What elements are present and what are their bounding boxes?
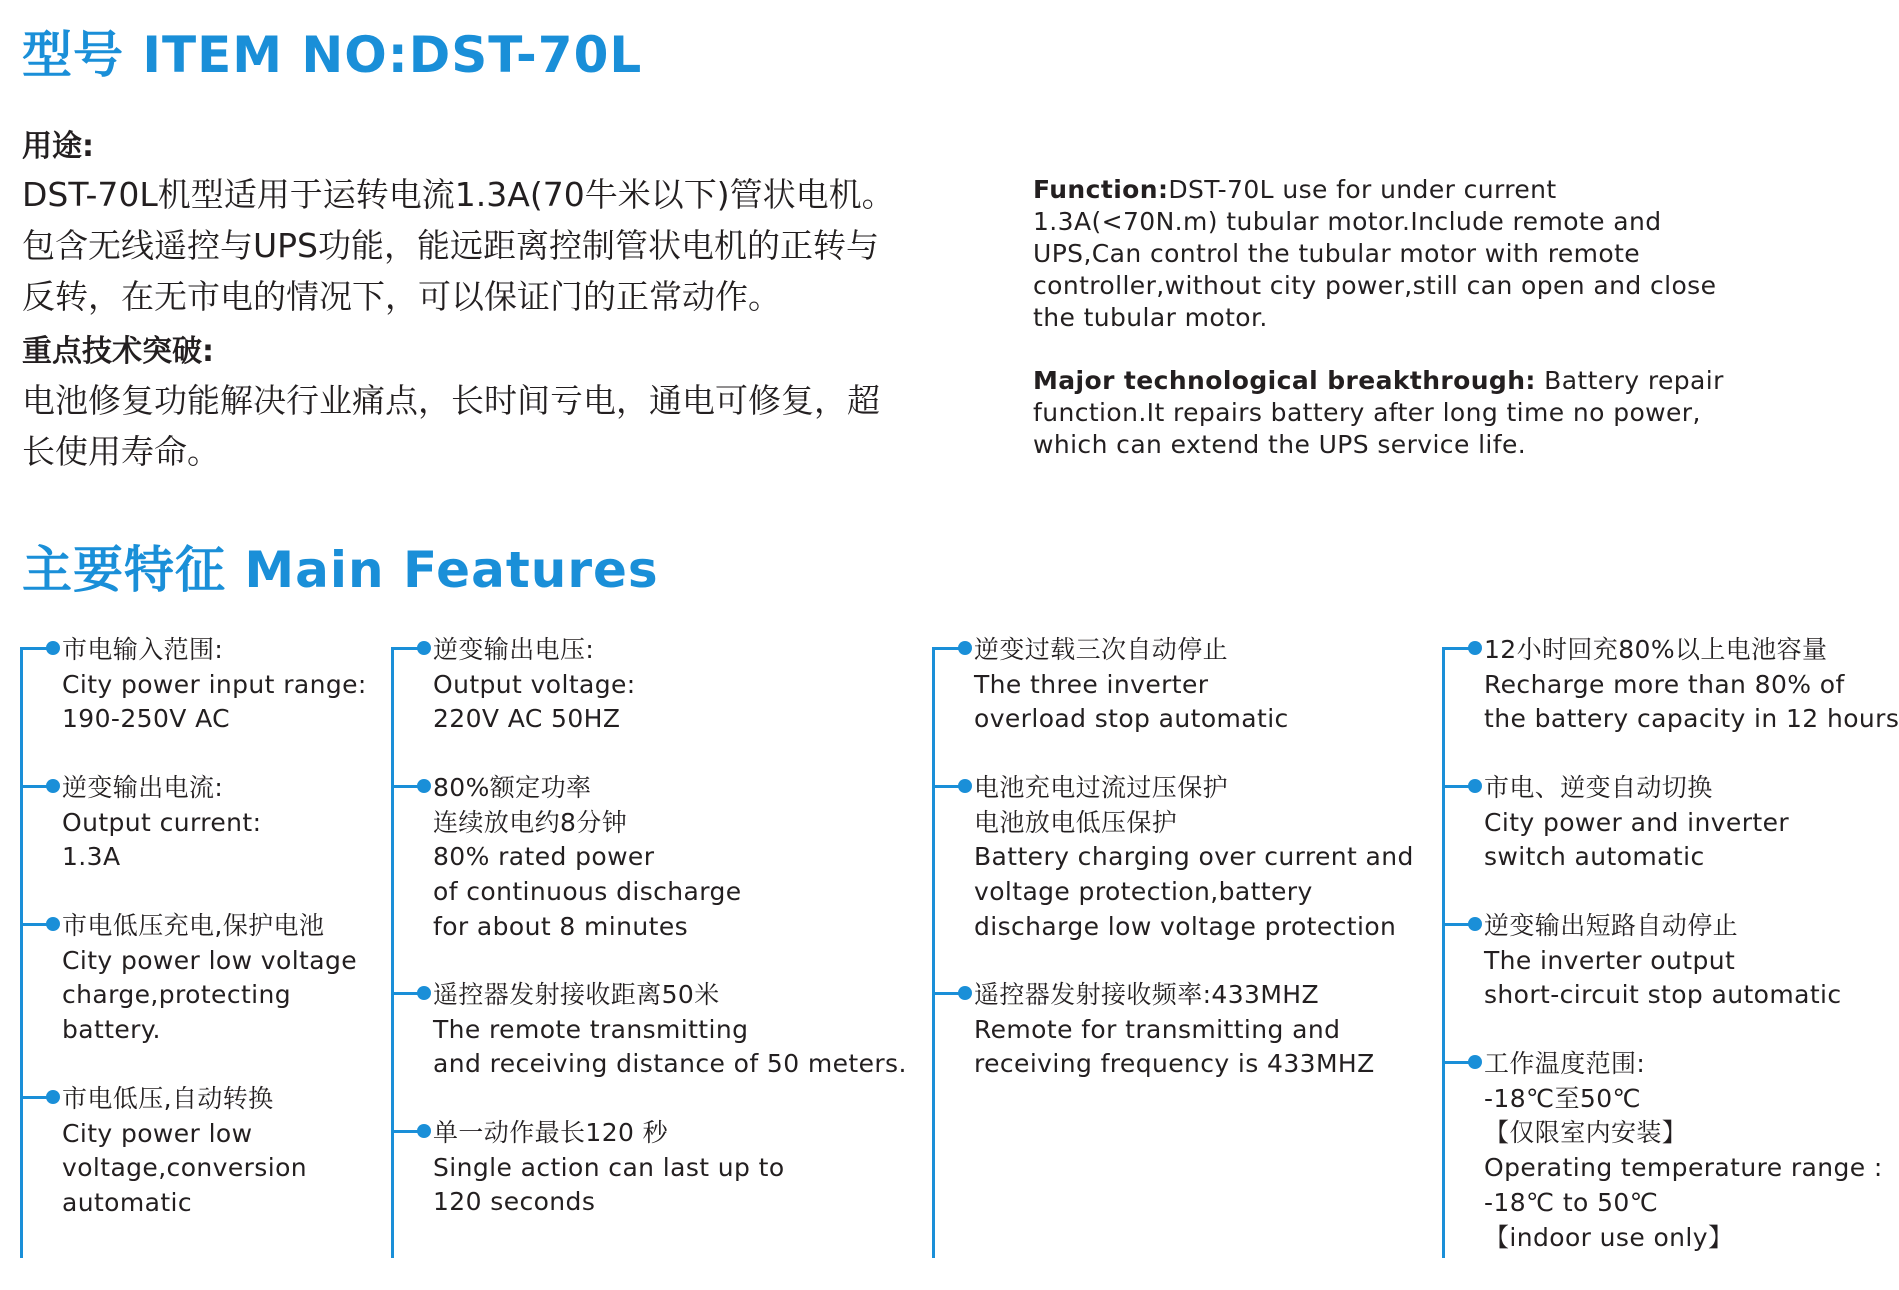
feature-line: discharge low voltage protection: [974, 911, 1397, 941]
breakthrough-line: 电池修复功能解决行业痛点，长时间亏电，通电可修复，超: [22, 381, 880, 420]
bullet-connector: [391, 785, 419, 788]
feature-line: charge,protecting: [62, 980, 292, 1010]
feature-line: 连续放电约8分钟: [433, 807, 628, 837]
feature-line: 市电低压充电,保护电池: [62, 911, 325, 940]
feature-line: City power input range:: [62, 669, 367, 699]
feature-line: 1.3A: [62, 842, 121, 872]
feature-line: 遥控器发射接收距离50米: [433, 980, 720, 1009]
feature-text: [1484, 633, 1899, 737]
feature-text: [433, 771, 742, 945]
bullet-dot-icon: [1468, 917, 1482, 931]
bullet-connector: [20, 647, 48, 650]
feature-text: [62, 909, 357, 1048]
major-line: Battery repair: [1535, 366, 1724, 395]
bullet-dot-icon: [417, 641, 431, 655]
bullet-dot-icon: [1468, 779, 1482, 793]
feature-text: [1484, 1047, 1883, 1255]
usage-line: 包含无线遥控与UPS功能，能远距离控制管状电机的正转与: [22, 226, 880, 265]
feature-line: 逆变输出电压:: [433, 635, 595, 664]
feature-text: [433, 1116, 785, 1220]
bullet-dot-icon: [1468, 1055, 1482, 1069]
features-title: 主要特征 Main Features: [22, 541, 659, 599]
feature-line: voltage,conversion: [62, 1153, 308, 1183]
feature-line: Recharge more than 80% of: [1484, 669, 1845, 699]
feature-line: 120 seconds: [433, 1187, 596, 1217]
usage-heading: 用途:: [22, 129, 94, 164]
function-line: 1.3A(<70N.m) tubular motor.Include remote and: [1033, 207, 1662, 236]
function-line: UPS,Can control the tubular motor with remote: [1033, 239, 1641, 268]
usage-text: [22, 169, 982, 322]
bullet-dot-icon: [46, 1090, 60, 1104]
feature-line: 【indoor use only】: [1484, 1222, 1734, 1252]
bullet-connector: [932, 785, 960, 788]
feature-line: 电池放电低压保护: [974, 807, 1178, 837]
feature-line: Operating temperature range :: [1484, 1153, 1883, 1183]
bullet-dot-icon: [958, 986, 972, 1000]
feature-line: City power low: [62, 1118, 253, 1148]
feature-text: [974, 978, 1375, 1082]
bullet-connector: [932, 992, 960, 995]
bullet-dot-icon: [46, 779, 60, 793]
feature-line: short-circuit stop automatic: [1484, 980, 1842, 1010]
feature-line: 单一动作最长120 秒: [433, 1118, 669, 1147]
feature-line: 市电低压,自动转换: [62, 1084, 274, 1113]
major-en-block: [1033, 365, 1793, 461]
feature-line: Output voltage:: [433, 669, 636, 699]
feature-line: 逆变过载三次自动停止: [974, 635, 1229, 664]
breakthrough-line: 长使用寿命。: [22, 432, 220, 471]
major-line: which can extend the UPS service life.: [1033, 430, 1527, 459]
feature-line: The remote transmitting: [433, 1014, 749, 1044]
feature-line: overload stop automatic: [974, 704, 1289, 734]
column-divider: [1442, 648, 1445, 1258]
feature-text: [974, 633, 1289, 737]
feature-text: [433, 633, 636, 737]
bullet-connector: [20, 1096, 48, 1099]
column-divider: [391, 648, 394, 1258]
feature-line: -18℃ to 50℃: [1484, 1187, 1659, 1217]
feature-line: 遥控器发射接收频率:433MHZ: [974, 980, 1320, 1009]
function-label: Function:: [1033, 175, 1169, 204]
bullet-dot-icon: [46, 917, 60, 931]
column-divider: [20, 648, 23, 1258]
breakthrough-heading: 重点技术突破:: [22, 334, 214, 369]
bullet-dot-icon: [1468, 641, 1482, 655]
feature-line: 逆变输出电流:: [62, 773, 224, 802]
column-divider: [932, 648, 935, 1258]
usage-line: DST-70L机型适用于运转电流1.3A(70牛米以下)管状电机。: [22, 175, 895, 214]
feature-line: Remote for transmitting and: [974, 1014, 1341, 1044]
feature-line: 工作温度范围:: [1484, 1049, 1646, 1078]
bullet-connector: [1442, 785, 1470, 788]
feature-text: [433, 978, 907, 1082]
feature-line: City power low voltage: [62, 945, 358, 975]
feature-text: [974, 771, 1414, 945]
feature-line: 80% rated power: [433, 842, 655, 872]
major-label: Major technological breakthrough:: [1033, 366, 1536, 395]
bullet-connector: [391, 1130, 419, 1133]
feature-line: receiving frequency is 433MHZ: [974, 1049, 1375, 1079]
major-line: function.It repairs battery after long time no power,: [1033, 398, 1701, 427]
breakthrough-text: [22, 375, 982, 477]
bullet-connector: [932, 647, 960, 650]
feature-line: 220V AC 50HZ: [433, 704, 621, 734]
feature-line: 市电输入范围:: [62, 635, 224, 664]
feature-text: [62, 771, 261, 875]
usage-line: 反转，在无市电的情况下，可以保证门的正常动作。: [22, 277, 781, 316]
function-en-block: [1033, 174, 1793, 334]
feature-line: voltage protection,battery: [974, 877, 1313, 907]
bullet-connector: [1442, 1061, 1470, 1064]
item-title: 型号 ITEM NO:DST-70L: [22, 26, 643, 84]
feature-line: 逆变输出短路自动停止: [1484, 911, 1739, 940]
feature-line: 【仅限室内安装】: [1484, 1118, 1688, 1148]
feature-line: 市电、逆变自动切换: [1484, 773, 1713, 802]
feature-line: automatic: [62, 1188, 193, 1218]
feature-text: [1484, 771, 1789, 875]
bullet-connector: [391, 992, 419, 995]
feature-line: for about 8 minutes: [433, 911, 689, 941]
feature-line: 电池充电过流过压保护: [974, 773, 1229, 802]
function-line: controller,without city power,still can open and close: [1033, 271, 1717, 300]
feature-line: switch automatic: [1484, 842, 1705, 872]
bullet-dot-icon: [958, 779, 972, 793]
feature-text: [1484, 909, 1842, 1013]
feature-line: Single action can last up to: [433, 1152, 785, 1182]
feature-line: 80%额定功率: [433, 773, 592, 802]
function-line: the tubular motor.: [1033, 303, 1268, 332]
feature-line: and receiving distance of 50 meters.: [433, 1049, 907, 1079]
feature-line: The three inverter: [974, 669, 1209, 699]
bullet-dot-icon: [417, 986, 431, 1000]
bullet-dot-icon: [417, 1124, 431, 1138]
feature-line: City power and inverter: [1484, 807, 1790, 837]
bullet-connector: [391, 647, 419, 650]
bullet-connector: [1442, 923, 1470, 926]
feature-line: Battery charging over current and: [974, 842, 1414, 872]
feature-line: 12小时回充80%以上电池容量: [1484, 635, 1828, 664]
feature-line: battery.: [62, 1015, 161, 1045]
feature-line: Output current:: [62, 807, 262, 837]
feature-line: 190-250V AC: [62, 704, 231, 734]
bullet-dot-icon: [958, 641, 972, 655]
function-line: DST-70L use for under current: [1168, 175, 1557, 204]
feature-line: the battery capacity in 12 hours: [1484, 704, 1899, 734]
bullet-connector: [20, 785, 48, 788]
bullet-connector: [20, 923, 48, 926]
bullet-dot-icon: [46, 641, 60, 655]
feature-text: [62, 633, 367, 737]
feature-text: [62, 1082, 307, 1221]
bullet-connector: [1442, 647, 1470, 650]
feature-line: of continuous discharge: [433, 877, 742, 907]
feature-line: -18℃至50℃: [1484, 1083, 1641, 1113]
bullet-dot-icon: [417, 779, 431, 793]
feature-line: The inverter output: [1484, 945, 1736, 975]
